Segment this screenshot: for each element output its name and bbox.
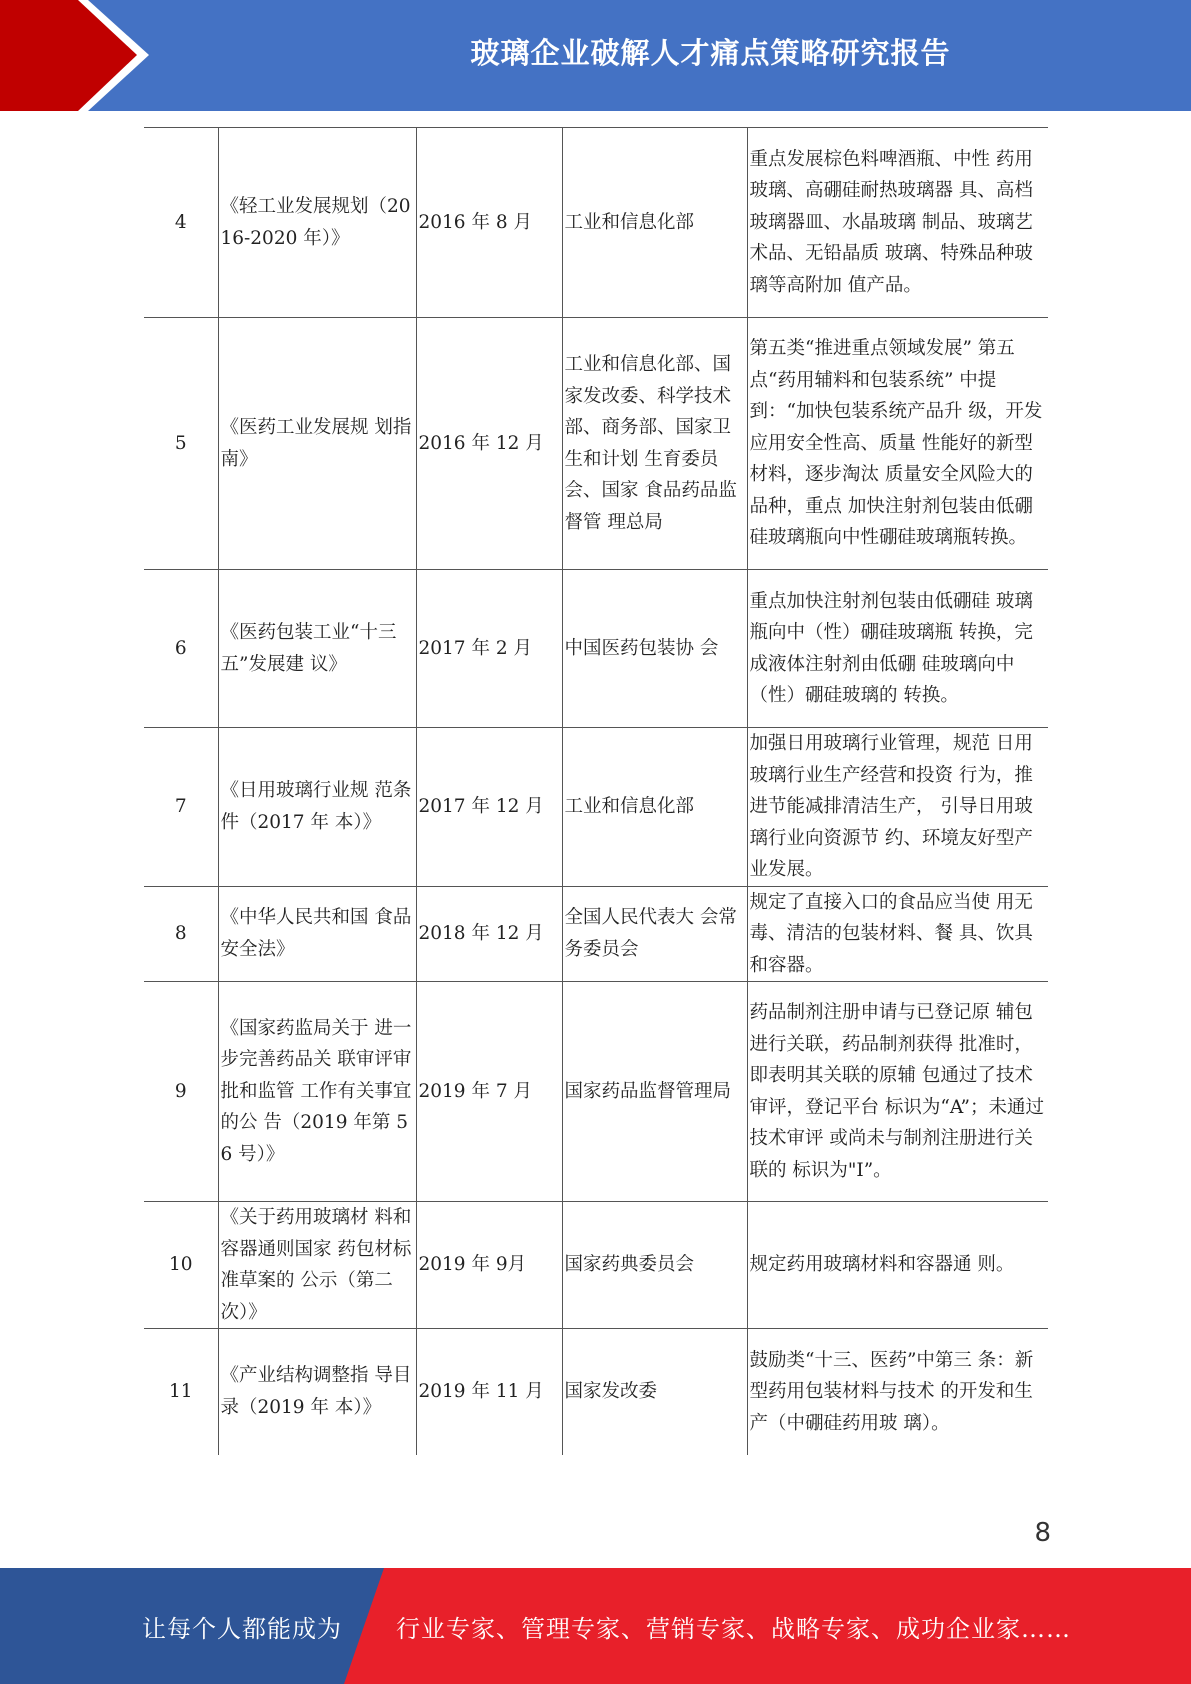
policy-description: 重点发展棕色料啤酒瓶、中性 药用玻璃、高硼硅耐热玻璃器 具、高档玻璃器皿、水晶玻璃 制品、玻璃艺术品、无铅晶质 玻璃、特殊品种玻璃等高附加 值产品。 xyxy=(747,128,1048,318)
row-number: 9 xyxy=(144,982,218,1202)
table-row xyxy=(144,728,1048,887)
policy-name: 《日用玻璃行业规 范条件（2017 年 本）》 xyxy=(218,728,416,887)
issuing-department: 全国人民代表大 会常务委员会 xyxy=(562,886,747,982)
issue-date: 2017 年 12 月 xyxy=(416,728,562,887)
policy-description: 鼓励类“十三、医药”中第三 条：新型药用包装材料与技术 的开发和生产（中硼硅药用玻 璃）。 xyxy=(747,1329,1048,1455)
policy-name: 《医药包装工业“十三五”发展建 议》 xyxy=(218,570,416,728)
row-number: 8 xyxy=(144,886,218,982)
page-number: 8 xyxy=(1034,1518,1051,1548)
issue-date: 2016 年 8 月 xyxy=(416,128,562,318)
policy-description: 加强日用玻璃行业管理，规范 日用玻璃行业生产经营和投资 行为，推进节能减排清洁生产， 引导日用玻璃行业向资源节 约、环境友好型产业发展。 xyxy=(747,728,1048,887)
issue-date: 2019 年 11 月 xyxy=(416,1329,562,1455)
policy-name: 《中华人民共和国 食品安全法》 xyxy=(218,886,416,982)
policy-name: 《轻工业发展规划（2016-2020 年）》 xyxy=(218,128,416,318)
issue-date: 2019 年 7 月 xyxy=(416,982,562,1202)
footer-slogan-right: 行业专家、管理专家、营销专家、战略专家、成功企业家…… xyxy=(396,1614,1071,1643)
issuing-department: 工业和信息化部 xyxy=(562,128,747,318)
row-number: 10 xyxy=(144,1202,218,1329)
row-number: 7 xyxy=(144,728,218,887)
issuing-department: 工业和信息化部 xyxy=(562,728,747,887)
table-row xyxy=(144,318,1048,570)
policy-name: 《国家药监局关于 进一步完善药品关 联审评审批和监管 工作有关事宜的公 告（2019 年第 56 号）》 xyxy=(218,982,416,1202)
table-row xyxy=(144,128,1048,318)
issuing-department: 中国医药包装协 会 xyxy=(562,570,747,728)
issue-date: 2017 年 2 月 xyxy=(416,570,562,728)
issue-date: 2018 年 12 月 xyxy=(416,886,562,982)
policy-description: 规定药用玻璃材料和容器通 则。 xyxy=(747,1202,1048,1329)
table-row xyxy=(144,1329,1048,1455)
table-row xyxy=(144,570,1048,728)
policy-table xyxy=(144,127,1048,1455)
policy-description: 规定了直接入口的食品应当使 用无毒、清洁的包装材料、餐 具、饮具和容器。 xyxy=(747,886,1048,982)
table-row xyxy=(144,886,1048,982)
row-number: 11 xyxy=(144,1329,218,1455)
policy-description: 第五类“推进重点领域发展” 第五点“药用辅料和包装系统” 中提到：“加快包装系统产品升 级，开发应用安全性高、质量 性能好的新型材料，逐步淘汰 质量安全风险大的品种，重点 加快注射剂包装由低硼硅玻璃瓶向中性硼硅玻璃瓶转换。 xyxy=(747,318,1048,570)
page-footer xyxy=(0,1568,1191,1684)
issuing-department: 工业和信息化部、国家发改委、科学技术部、商务部、国家卫生和计划 生育委员会、国家 食品药品监督管 理总局 xyxy=(562,318,747,570)
policy-name: 《关于药用玻璃材 料和容器通则国家 药包材标准草案的 公示（第二次）》 xyxy=(218,1202,416,1329)
row-number: 5 xyxy=(144,318,218,570)
row-number: 4 xyxy=(144,128,218,318)
footer-slogan-left: 让每个人都能成为 xyxy=(142,1614,342,1643)
policy-description: 重点加快注射剂包装由低硼硅 玻璃瓶向中（性）硼硅玻璃瓶 转换，完成液体注射剂由低硼 硅玻璃向中（性）硼硅玻璃的 转换。 xyxy=(747,570,1048,728)
policy-name: 《产业结构调整指 导目录（2019 年 本）》 xyxy=(218,1329,416,1455)
page-header xyxy=(0,0,1191,111)
table-row xyxy=(144,982,1048,1202)
issue-date: 2016 年 12 月 xyxy=(416,318,562,570)
issuing-department: 国家发改委 xyxy=(562,1329,747,1455)
issuing-department: 国家药典委员会 xyxy=(562,1202,747,1329)
policy-name: 《医药工业发展规 划指南》 xyxy=(218,318,416,570)
row-number: 6 xyxy=(144,570,218,728)
report-title: 玻璃企业破解人才痛点策略研究报告 xyxy=(470,35,951,70)
policy-description: 药品制剂注册申请与已登记原 辅包进行关联，药品制剂获得 批准时，即表明其关联的原辅 包通过了技术审评，登记平台 标识为“A”；未通过技术审评 或尚未与制剂注册进行关联的 标识为"I”。 xyxy=(747,982,1048,1202)
issue-date: 2019 年 9月 xyxy=(416,1202,562,1329)
header-chevron-decoration xyxy=(0,0,170,111)
issuing-department: 国家药品监督管理局 xyxy=(562,982,747,1202)
table-row xyxy=(144,1202,1048,1329)
